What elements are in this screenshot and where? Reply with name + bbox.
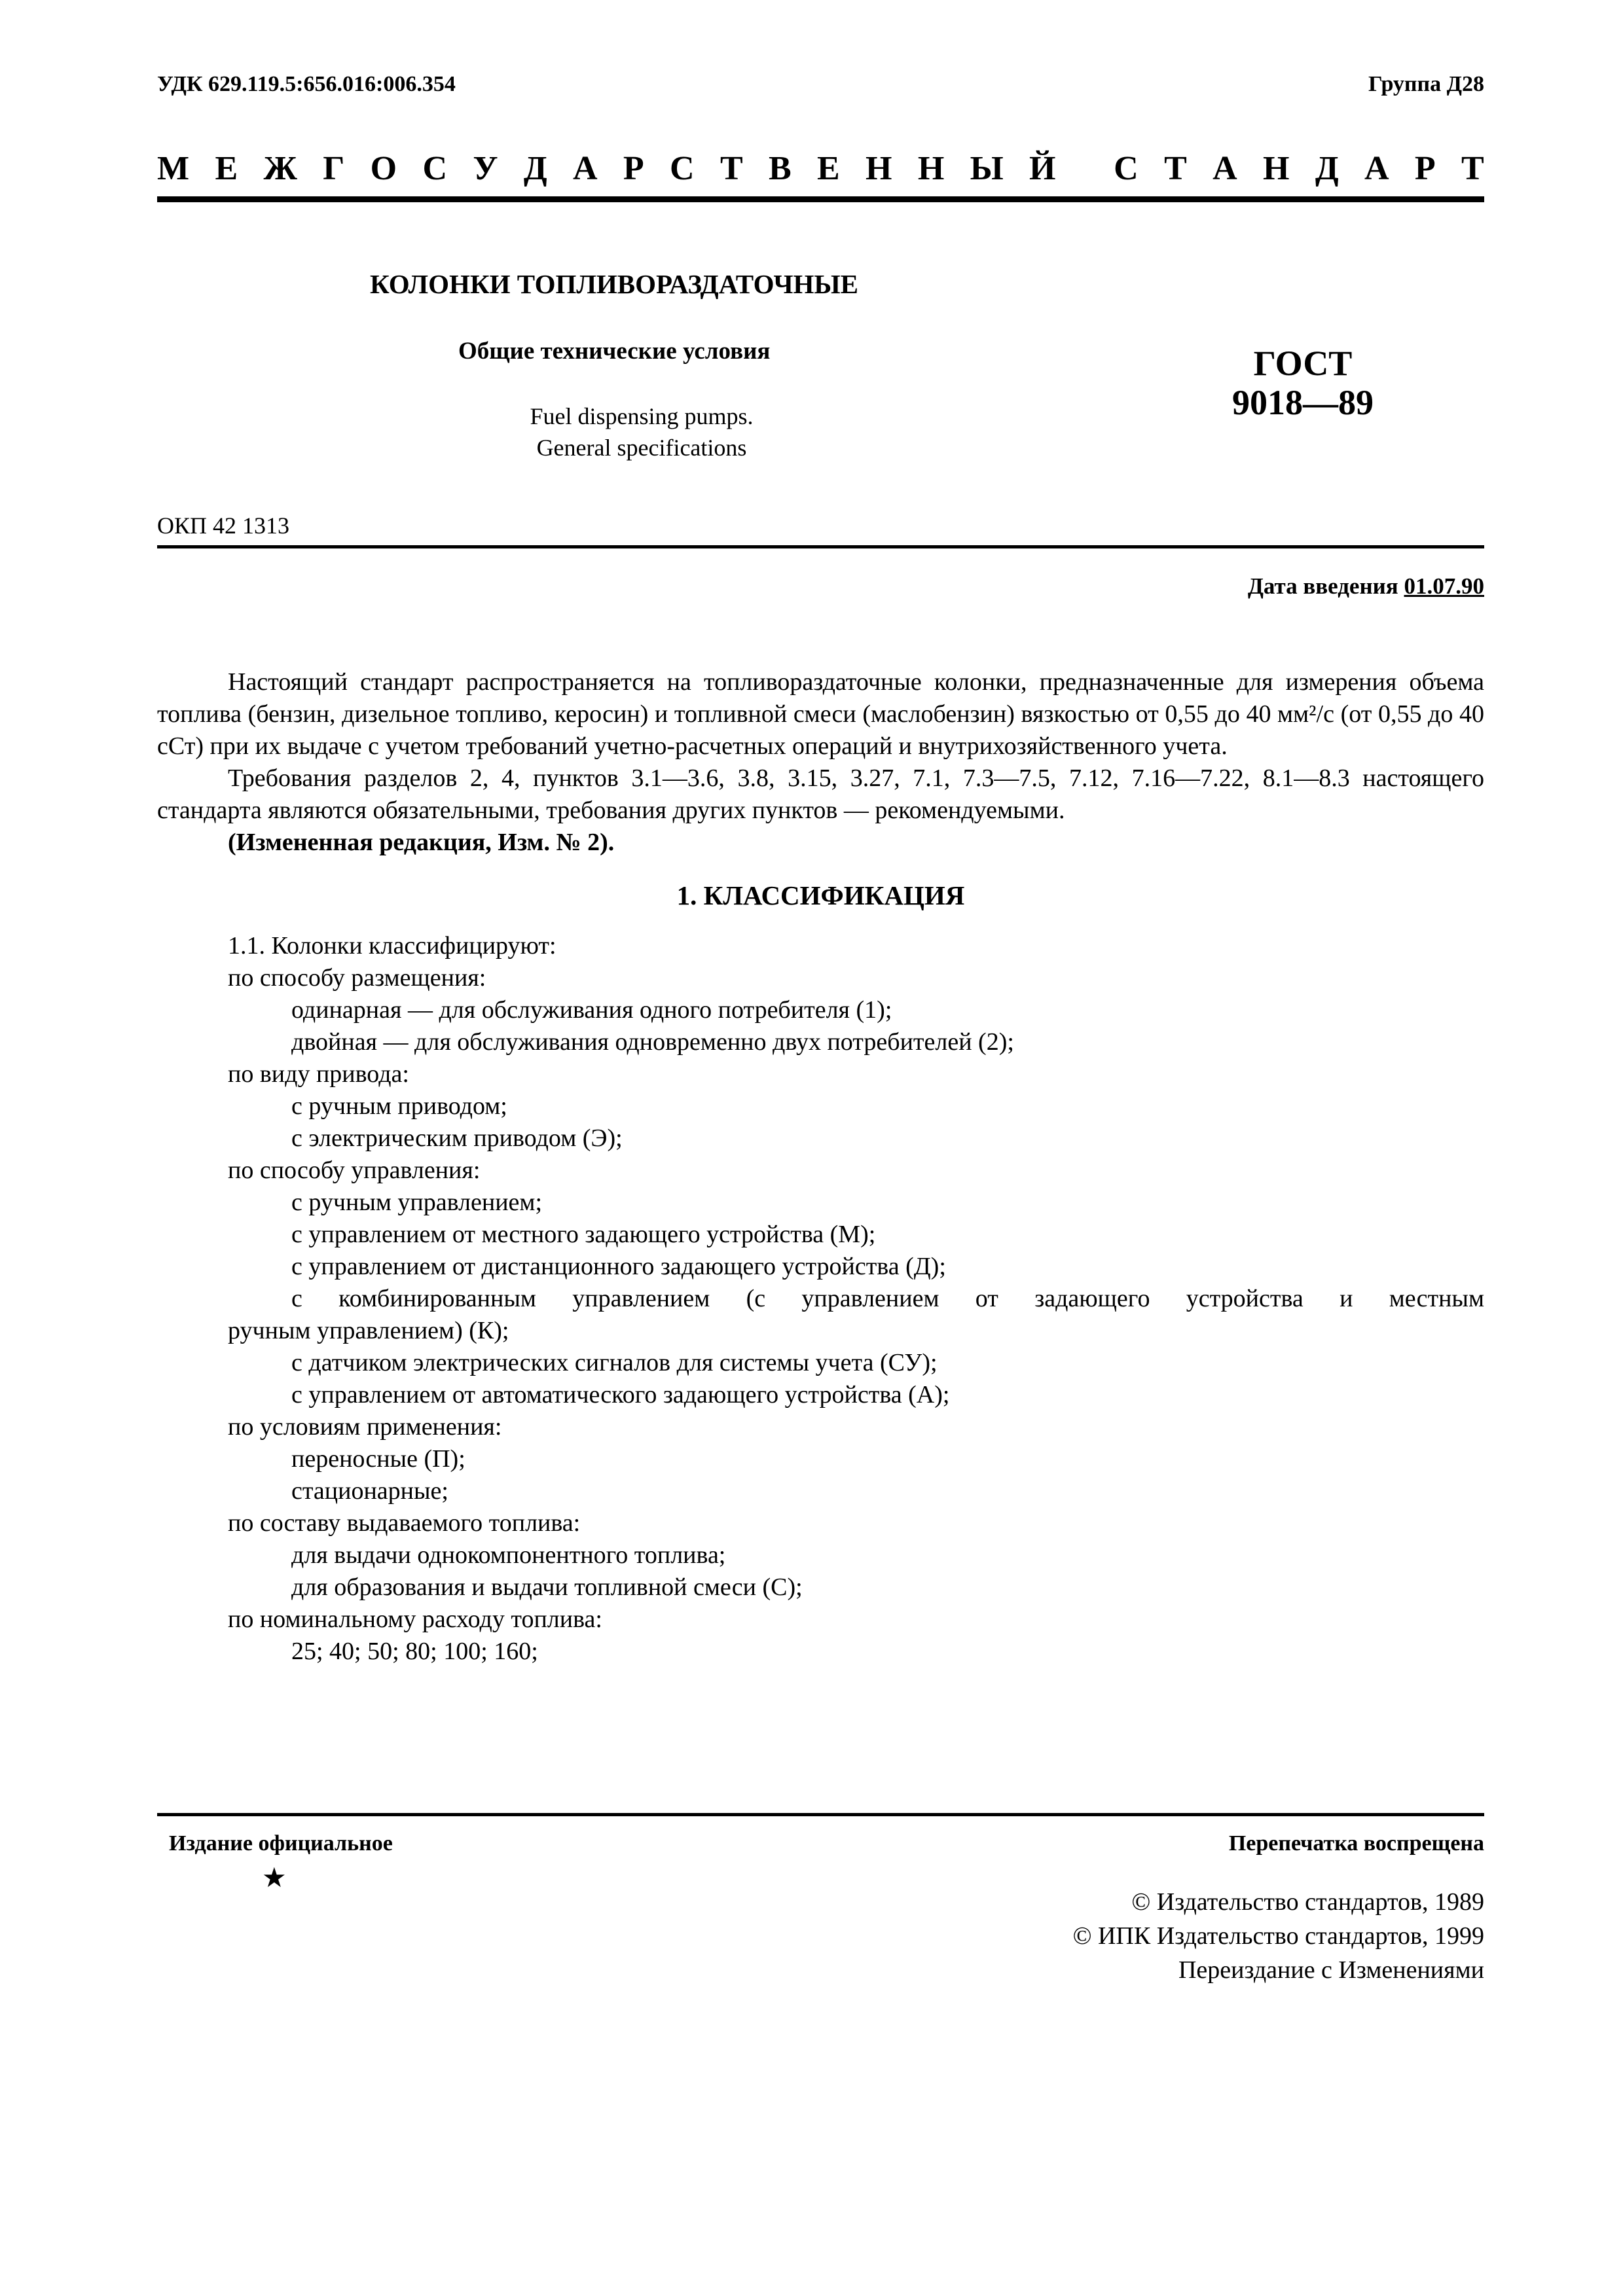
banner-letter: А bbox=[1213, 150, 1237, 187]
classification-line: с ручным управлением; bbox=[291, 1189, 543, 1216]
english-title bbox=[458, 401, 825, 463]
banner-letter: У bbox=[473, 150, 498, 187]
banner-letter: Н bbox=[1263, 150, 1290, 187]
intro-paragraph-2: Требования разделов 2, 4, пунктов 3.1—3.6, 3.8, 3.15, 3.27, 7.1, 7.3—7.5, 7.12, 7.16—7.22, 8.1—8.3 настоящего стандарта являются обязательными, требования других пунктов — рекомендуемыми. bbox=[157, 764, 1484, 824]
footer-divider bbox=[157, 1813, 1484, 1816]
reissue-note: Переиздание с Изменениями bbox=[1178, 1956, 1484, 1984]
classification-line: по условиям применения: bbox=[228, 1413, 502, 1441]
banner-letter: О bbox=[370, 150, 397, 187]
classification-line: по составу выдаваемого топлива: bbox=[228, 1509, 581, 1537]
reprint-prohibited: Перепечатка воспрещена bbox=[1228, 1831, 1484, 1856]
classification-line: переносные (П); bbox=[291, 1445, 465, 1473]
banner-letter: Т bbox=[1461, 150, 1484, 187]
classification-line: по способу размещения: bbox=[228, 964, 486, 992]
classification-line: с ручным приводом; bbox=[291, 1092, 507, 1120]
banner-gap bbox=[1082, 149, 1088, 188]
gost-designation bbox=[1224, 344, 1381, 422]
copyright-line-1: © Издательство стандартов, 1989 bbox=[1131, 1888, 1484, 1916]
document-body bbox=[157, 666, 1484, 1668]
interstate-standard-banner bbox=[157, 149, 1484, 188]
gost-number: 9018—89 bbox=[1232, 383, 1374, 422]
effective-date bbox=[1248, 573, 1484, 600]
banner-letter: А bbox=[1364, 150, 1389, 187]
okp-code: ОКП 42 1313 bbox=[157, 512, 290, 539]
classification-line: стационарные; bbox=[291, 1477, 448, 1505]
banner-letter: С bbox=[422, 150, 448, 187]
banner-letter: Р bbox=[1414, 150, 1436, 187]
classification-line: 1.1. Колонки классифицируют: bbox=[228, 932, 556, 960]
document-subtitle: Общие технические условия bbox=[458, 338, 771, 365]
english-title-line2: General specifications bbox=[536, 435, 747, 461]
classification-line: ручным управлением) (К); bbox=[228, 1317, 509, 1344]
banner-letter: Г bbox=[323, 150, 345, 187]
copyright-line-2: © ИПК Издательство стандартов, 1999 bbox=[1072, 1922, 1484, 1950]
classification-line: по виду привода: bbox=[228, 1060, 409, 1088]
classification-line: по номинальному расходу топлива: bbox=[228, 1605, 602, 1633]
classification-line: 25; 40; 50; 80; 100; 160; bbox=[291, 1638, 538, 1665]
banner-letter: С bbox=[670, 150, 695, 187]
banner-letter: М bbox=[157, 150, 190, 187]
effective-date-label: Дата введения bbox=[1247, 573, 1398, 599]
intro-paragraph-1: Настоящий стандарт распространяется на топливораздаточные колонки, предназначенные для измерения объема топлива (бензин, дизельное топливо, керосин) и топливной смеси (маслобензин) вязкостью от 0,55 до 40 мм²/с (от 0,55 до 40 сСт) при их выдаче с учетом требований учетно-расчетных операций и внутрихозяйственного учета. bbox=[157, 668, 1484, 760]
classification-line: одинарная — для обслуживания одного потребителя (1); bbox=[291, 996, 892, 1024]
copyright-block bbox=[1073, 1885, 1484, 1987]
section-heading: 1. КЛАССИФИКАЦИЯ bbox=[676, 880, 965, 910]
banner-letter: Т bbox=[1164, 150, 1187, 187]
banner-letter: Р bbox=[623, 150, 644, 187]
banner-letter: Т bbox=[720, 150, 743, 187]
banner-letter: А bbox=[573, 150, 598, 187]
effective-date-value: 01.07.90 bbox=[1404, 573, 1484, 599]
classification-list bbox=[157, 930, 1484, 1668]
banner-letter: Д bbox=[523, 150, 547, 187]
header-divider bbox=[157, 196, 1484, 202]
group-code: Группа Д28 bbox=[1368, 72, 1484, 96]
classification-line: с управлением от местного задающего устройства (М); bbox=[291, 1221, 876, 1248]
banner-letter: Е bbox=[215, 150, 238, 187]
classification-line: двойная — для обслуживания одновременно двух потребителей (2); bbox=[291, 1028, 1014, 1056]
english-title-line1: Fuel dispensing pumps. bbox=[530, 403, 754, 429]
banner-letter: Н bbox=[917, 150, 945, 187]
banner-letter: Н bbox=[866, 150, 892, 187]
banner-letter: В bbox=[768, 150, 792, 187]
official-edition: Издание официальное bbox=[169, 1831, 393, 1856]
banner-letter: Д bbox=[1315, 150, 1339, 187]
okp-divider bbox=[157, 545, 1484, 548]
banner-letter: Ы bbox=[970, 150, 1004, 187]
classification-line: с управлением от автоматического задающего устройства (А); bbox=[291, 1381, 950, 1408]
banner-letter: Ж bbox=[263, 150, 297, 187]
udk-code: УДК 629.119.5:656.016:006.354 bbox=[157, 72, 456, 96]
classification-line: с датчиком электрических сигналов для системы учета (СУ); bbox=[291, 1349, 938, 1376]
classification-line: с электрическим приводом (Э); bbox=[291, 1124, 623, 1152]
classification-line: для образования и выдачи топливной смеси (С); bbox=[291, 1573, 803, 1601]
classification-line: по способу управления: bbox=[228, 1157, 481, 1184]
banner-letter: С bbox=[1114, 150, 1139, 187]
document-title: КОЛОНКИ ТОПЛИВОРАЗДАТОЧНЫЕ bbox=[370, 269, 859, 299]
amendment-note: (Измененная редакция, Изм. № 2). bbox=[228, 829, 615, 856]
banner-letter: Й bbox=[1029, 150, 1056, 187]
classification-line: с комбинированным управлением (с управлением от задающего устройства и местным bbox=[291, 1285, 1484, 1312]
classification-line: с управлением от дистанционного задающего устройства (Д); bbox=[291, 1253, 946, 1280]
banner-letter: Е bbox=[817, 150, 840, 187]
gost-label: ГОСТ bbox=[1253, 344, 1353, 383]
classification-line: для выдачи однокомпонентного топлива; bbox=[291, 1541, 726, 1569]
star-icon: ★ bbox=[262, 1863, 287, 1893]
